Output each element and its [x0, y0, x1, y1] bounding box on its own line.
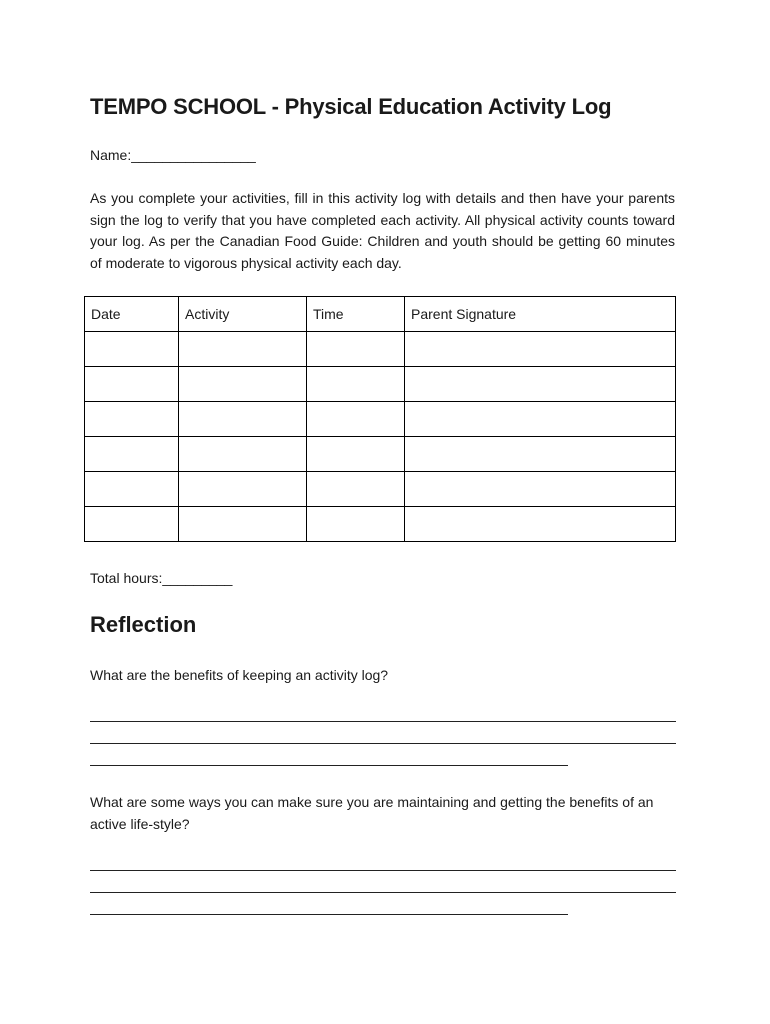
- date-cell[interactable]: [85, 507, 179, 542]
- table-row: [85, 332, 676, 367]
- activity-cell[interactable]: [179, 367, 307, 402]
- reflection-question-1: What are the benefits of keeping an activity log?: [90, 667, 389, 683]
- name-field: Name:________________: [90, 147, 256, 163]
- time-cell[interactable]: [307, 507, 405, 542]
- activity-cell[interactable]: [179, 472, 307, 507]
- signature-cell[interactable]: [405, 507, 676, 542]
- answer-line-1b[interactable]: [90, 743, 676, 744]
- table-row: [85, 367, 676, 402]
- date-cell[interactable]: [85, 332, 179, 367]
- answer-line-2a[interactable]: [90, 870, 676, 871]
- time-cell[interactable]: [307, 332, 405, 367]
- activity-log-table: [84, 296, 676, 542]
- date-cell[interactable]: [85, 472, 179, 507]
- table-row: [85, 472, 676, 507]
- date-cell[interactable]: [85, 367, 179, 402]
- header-activity: Activity: [179, 297, 307, 332]
- activity-cell[interactable]: [179, 437, 307, 472]
- page-title: TEMPO SCHOOL - Physical Education Activity Log: [90, 94, 612, 119]
- time-cell[interactable]: [307, 367, 405, 402]
- answer-line-1a[interactable]: [90, 721, 676, 722]
- answer-line-2b[interactable]: [90, 892, 676, 893]
- total-hours-field: Total hours:_________: [90, 570, 233, 586]
- activity-cell[interactable]: [179, 332, 307, 367]
- table-row: [85, 507, 676, 542]
- time-cell[interactable]: [307, 437, 405, 472]
- signature-cell[interactable]: [405, 402, 676, 437]
- activity-cell[interactable]: [179, 507, 307, 542]
- table-header-row: [85, 297, 676, 332]
- date-cell[interactable]: [85, 402, 179, 437]
- header-date: Date: [85, 297, 179, 332]
- signature-cell[interactable]: [405, 332, 676, 367]
- time-cell[interactable]: [307, 472, 405, 507]
- answer-line-2c[interactable]: [90, 914, 568, 915]
- table-row: [85, 437, 676, 472]
- signature-cell[interactable]: [405, 472, 676, 507]
- signature-cell[interactable]: [405, 367, 676, 402]
- activity-cell[interactable]: [179, 402, 307, 437]
- reflection-question-2: What are some ways you can make sure you are maintaining and getting the benefits of an active life-style?: [90, 794, 654, 832]
- reflection-heading: Reflection: [90, 612, 197, 637]
- header-parent-signature: Parent Signature: [405, 297, 676, 332]
- header-time: Time: [307, 297, 405, 332]
- intro-paragraph: As you complete your activities, fill in this activity log with details and then have your parents sign the log to verify that you have completed each activity. All physical activity counts toward your log. As per the Canadian Food Guide: Children and youth should be getting 60 minutes of moderate to vigorous physical activity each day.: [90, 190, 675, 272]
- time-cell[interactable]: [307, 402, 405, 437]
- signature-cell[interactable]: [405, 437, 676, 472]
- table-row: [85, 402, 676, 437]
- date-cell[interactable]: [85, 437, 179, 472]
- answer-line-1c[interactable]: [90, 765, 568, 766]
